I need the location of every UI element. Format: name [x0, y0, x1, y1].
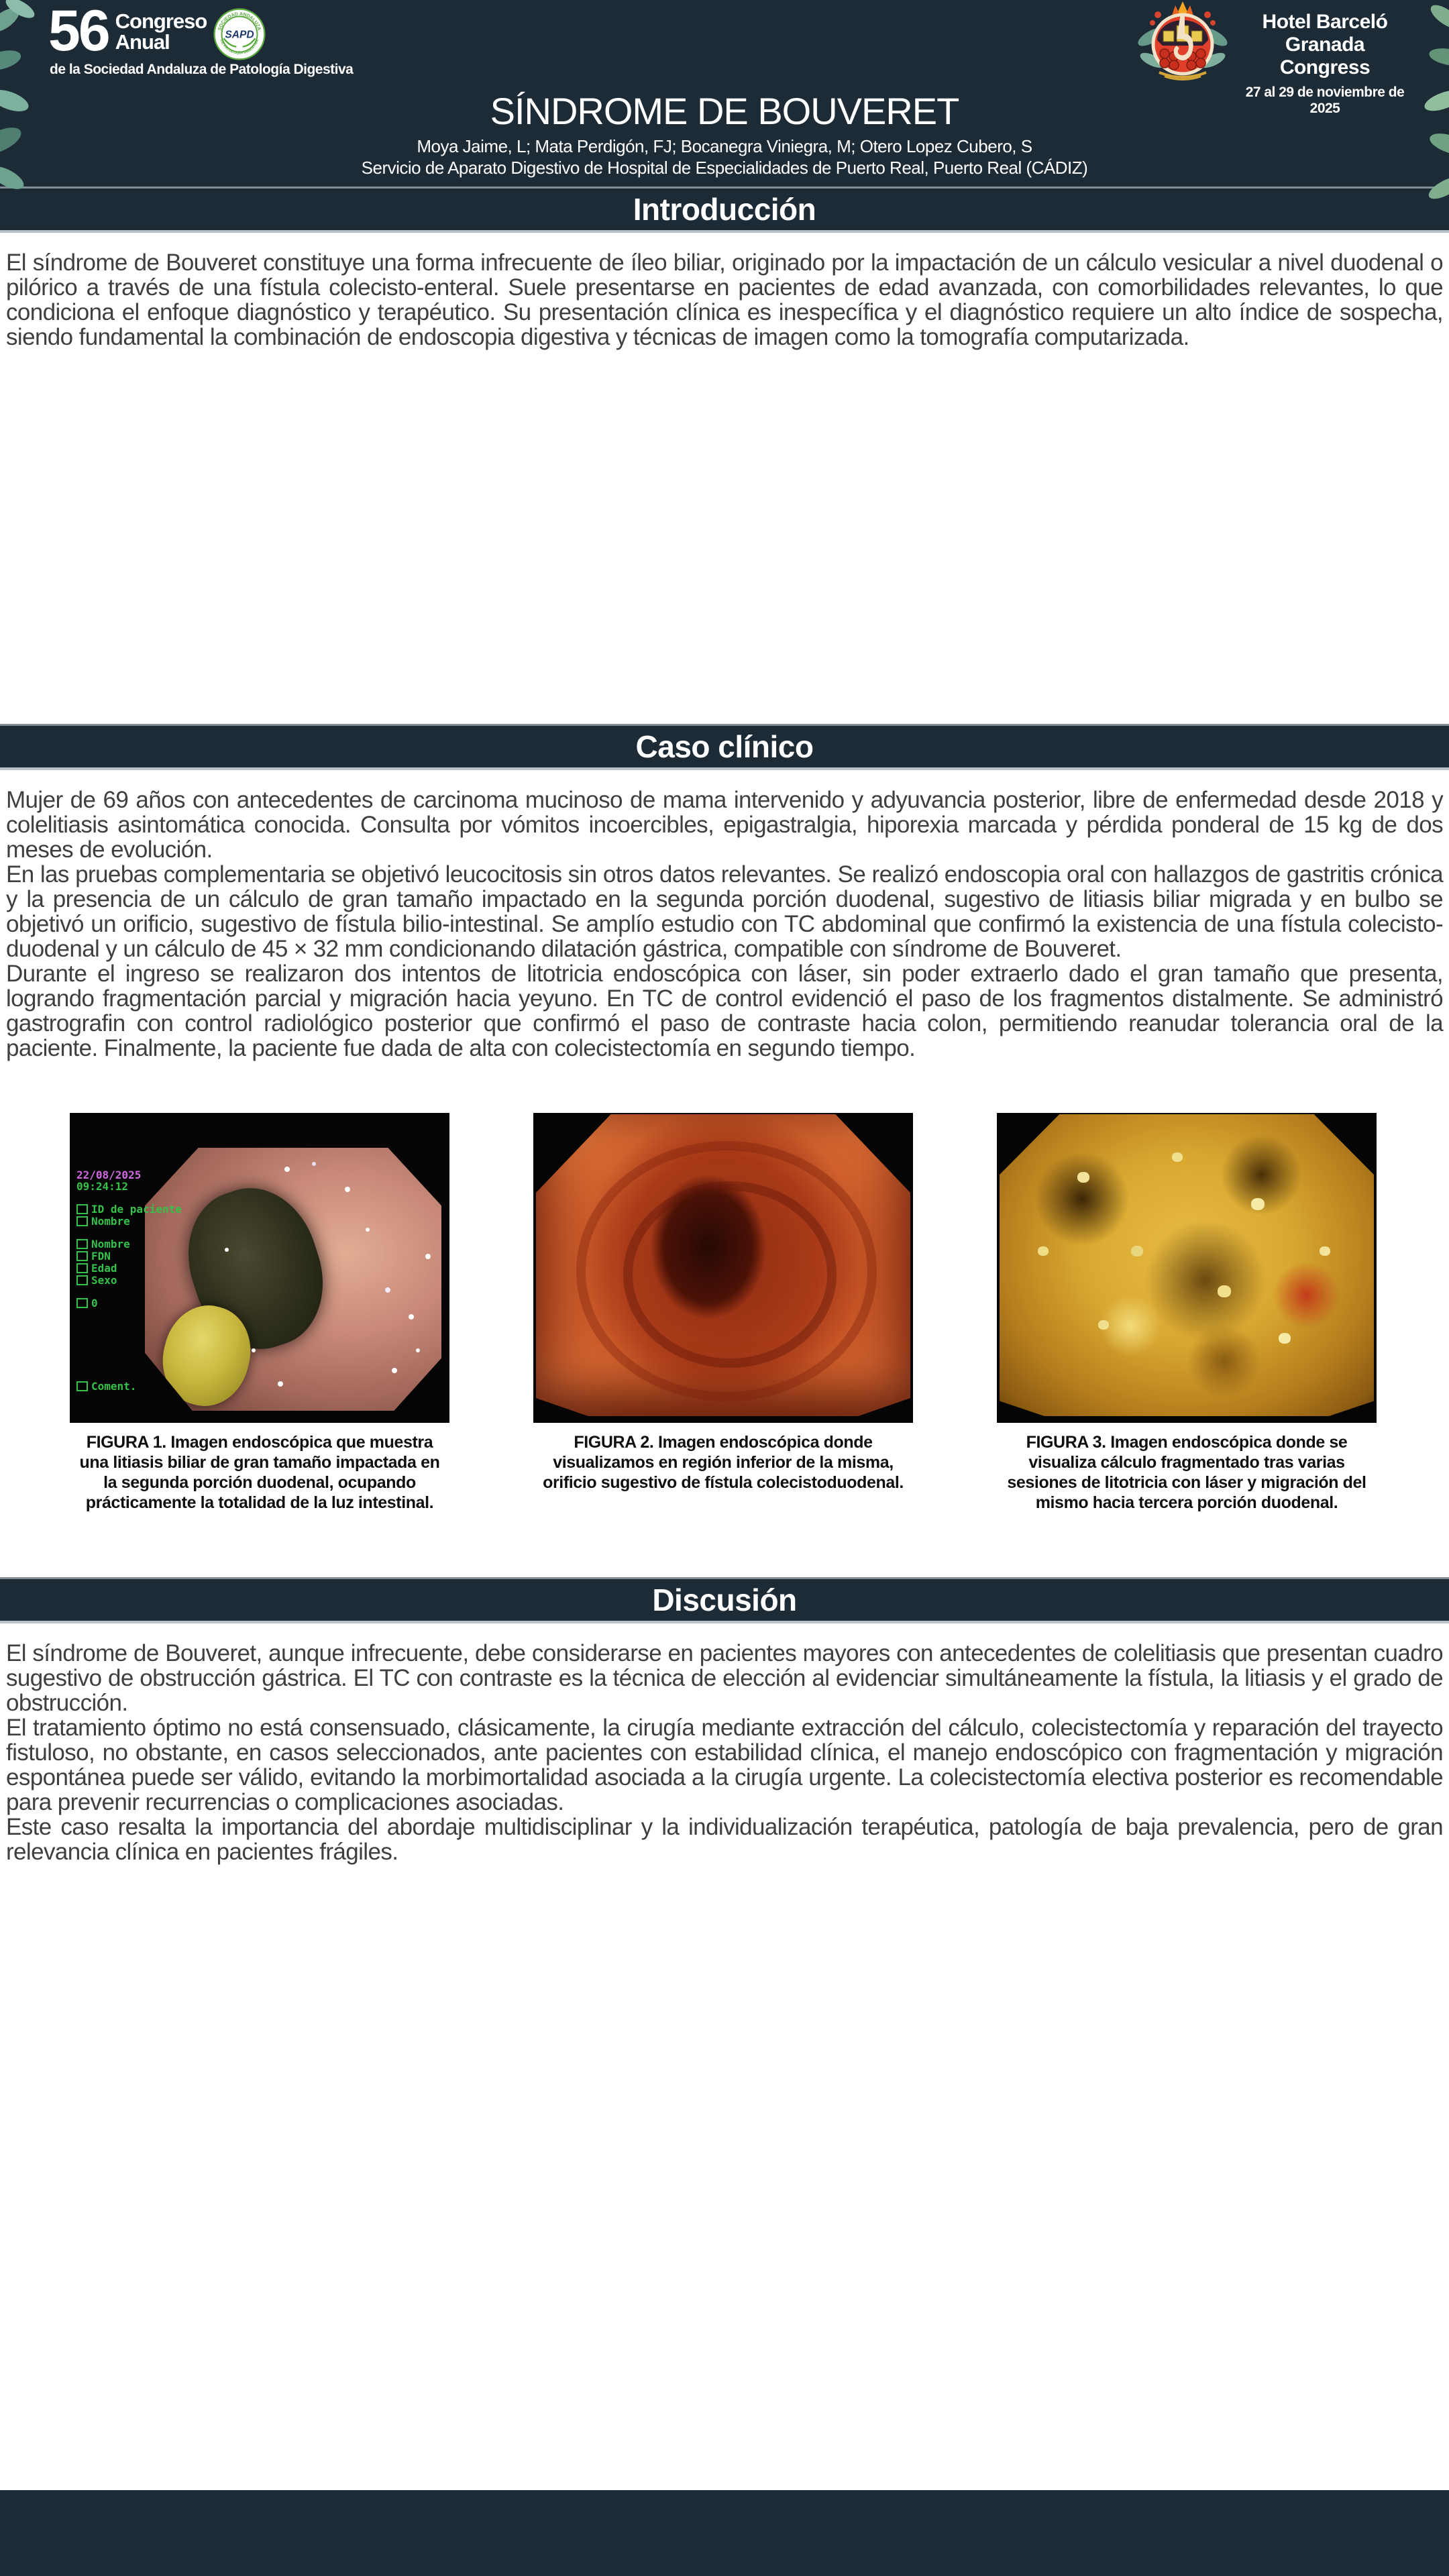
leaf-decoration-right-icon [1409, 0, 1449, 215]
section-header-discusion [0, 1577, 1449, 1623]
sapd-logo [213, 8, 266, 60]
endoscopic-view [1000, 1114, 1374, 1416]
congress-number: 56 [48, 0, 109, 63]
blank-space [0, 1061, 1449, 1113]
stone-fragments [1000, 1114, 1006, 1120]
section-heading-introduccion: Introducción [633, 192, 816, 227]
congress-word-1: Congreso [115, 9, 207, 33]
sapd-acronym: SAPD [225, 29, 254, 41]
figure-2-endoscopy-image [533, 1113, 913, 1423]
discusion-paragraph-3: Este caso resalta la importancia del abordaje multidisciplinar y la individualización terapéutica, patología de baja prevalencia, pero de gran relevancia clínica en pacientes frágiles. [6, 1814, 1443, 1865]
osd-comment-row [76, 1380, 136, 1393]
camera-icon [76, 1298, 88, 1308]
figure-2-caption: FIGURA 2. Imagen endoscópica donde visualizamos en región inferior de la misma, orificio sugestivo de fístula colecistoduodenal. [543, 1433, 904, 1492]
figure-3-caption: FIGURA 3. Imagen endoscópica donde se visualiza cálculo fragmentado tras varias sesiones de litotricia con láser y migración del mismo hacia tercera porción duodenal. [1007, 1433, 1366, 1512]
caso-clinico-paragraph-2: En las pruebas complementaria se objetivó leucocitosis sin otros datos relevantes. Se realizó endoscopia oral con hallazgos de gastritis crónica y la presencia de un cálculo de gran tamaño impactado en la segunda porción duodenal, sugestivo de litiasis biliar migrada y en bulbo se objetivó un orificio, sugestivo de fístula bilio-intestinal. Se amplío estudio con TC abdominal que confirmó la existencia de una fístula colecisto-duodenal y un cálculo de 45 × 32 mm condicionando dilatación gástrica, compatible con síndrome de Bouveret. [6, 861, 1443, 962]
granada-congress-logo [1132, 0, 1233, 80]
duodenal-fold [623, 1181, 837, 1368]
osd-age-label: Edad [91, 1262, 117, 1275]
venue-hotel: Hotel Barceló [1262, 11, 1388, 33]
section-header-introduccion [0, 189, 1449, 233]
comment-icon [76, 1381, 88, 1391]
caso-clinico-paragraph-1: Mujer de 69 años con antecedentes de carcinoma mucinoso de mama intervenido y adyuvancia posterior, libre de enfermedad desde 2018 y colelitiasis asintomática conocida. Consulta por vómitos incoercibles, epigastralgia, hiporexia marcada y pérdida ponderal de 15 kg de dos meses de evolución. [6, 787, 1443, 863]
discusion-text [0, 1623, 1449, 1864]
blank-space [0, 350, 1449, 724]
endoscopic-view [145, 1148, 441, 1411]
congress-brand [48, 0, 207, 63]
section-heading-caso-clinico: Caso clínico [635, 729, 814, 764]
sapd-arc-bottom-label: DE PATOLOGÍA DIGESTIVA [219, 38, 260, 56]
title-block [0, 82, 1449, 178]
sapd-arc-top-label: SOCIEDAD ANDALUZA [217, 11, 262, 32]
figure-2 [533, 1113, 913, 1513]
figure-1-caption: FIGURA 1. Imagen endoscópica que muestra una litiasis biliar de gran tamaño impactada en la segunda porción duodenal, ocupando prácticamente la totalidad de la luz intestinal. [79, 1433, 440, 1512]
osd-sex-label: Sexo [91, 1274, 117, 1287]
introduccion-paragraph: El síndrome de Bouveret constituye una forma infrecuente de íleo biliar, originado por la impactación de un cálculo vesicular a nivel duodenal o pilórico a través de una fístula colecisto-enteral. Suele presentarse en pacientes de edad avanzada, con comorbilidades relevantes, lo que condiciona el enfoque diagnóstico y terapéutico. Su presentación clínica es inespecífica y el diagnóstico requiere un alto índice de sospecha, siendo fundamental la combinación de endoscopia digestiva y técnicas de imagen como la tomografía computarizada. [6, 250, 1443, 350]
osd-dob-label: FDN [91, 1250, 111, 1263]
discusion-paragraph-2: El tratamiento óptimo no está consensuado, clásicamente, la cirugía mediante extracción del cálculo, colecistectomía y reparación del trayecto fistuloso, no obstante, en casos seleccionados, ante pacientes con estabilidad clínica, el manejo endoscópico con fragmentación y migración espontánea puede ser válido, evitando la morbimortalidad asociada a la cirugía urgente. La colecistectomía electiva posterior es recomendable para prevenir recurrencias o complicaciones asociadas. [6, 1715, 1443, 1815]
endoscopic-view [536, 1114, 910, 1416]
figures-row [0, 1113, 1449, 1513]
venue-block [1238, 11, 1412, 117]
poster-top-block [0, 0, 1449, 233]
figure-1 [70, 1113, 449, 1513]
page-title: SÍNDROME DE BOUVERET [490, 90, 959, 132]
physician-name-icon [76, 1239, 88, 1249]
osd-capture-count: 0 [91, 1297, 98, 1309]
osd-date: 22/08/2025 [76, 1169, 142, 1181]
osd-patient-id-label: ID de paciente [91, 1203, 182, 1216]
figure-3-endoscopy-image [997, 1113, 1377, 1423]
caso-clinico-text [0, 770, 1449, 1061]
caso-clinico-paragraph-3: Durante el ingreso se realizaron dos intentos de litotricia endoscópica con láser, sin poder extraerlo dado el gran tamaño que presenta, logrando fragmentación parcial y migración hacia yeyuno. En TC de control evidenció el paso de los fragmentos distalmente. Se administró gastrografin con control radiológico posterior que confirmó el paso de contraste hacia colon, permitiendo reanudar tolerancia oral de la paciente. Finalmente, la paciente fue dada de alta con colecistectomía en segundo tiempo. [6, 961, 1443, 1061]
patient-id-icon [76, 1204, 88, 1214]
specular-highlights [145, 1148, 148, 1150]
congress-word-2: Anual [115, 30, 170, 54]
congress-name [115, 11, 207, 52]
age-icon [76, 1263, 88, 1273]
leaf-decoration-left-icon [0, 0, 47, 201]
section-header-caso-clinico [0, 724, 1449, 770]
blank-space [0, 1513, 1449, 1577]
affiliation-line: Servicio de Aparato Digestivo de Hospital de Especialidades de Puerto Real, Puerto Real (CÁDIZ) [361, 158, 1088, 178]
congress-subtitle: de la Sociedad Andaluza de Patología Digestiva [50, 62, 354, 77]
poster-footer [0, 2490, 1449, 2576]
osd-name-label-2: Nombre [91, 1238, 130, 1250]
figure-1-endoscopy-image [70, 1113, 449, 1423]
authors-line: Moya Jaime, L; Mata Perdigón, FJ; Bocanegra Viniegra, M; Otero Lopez Cubero, S [417, 136, 1032, 156]
section-heading-discusion: Discusión [652, 1582, 797, 1617]
venue-dates: 27 al 29 de noviembre de 2025 [1245, 85, 1405, 116]
sex-icon [76, 1275, 88, 1285]
venue-name: Granada Congress [1279, 34, 1371, 78]
osd-comment-label: Coment. [91, 1380, 137, 1393]
discusion-paragraph-1: El síndrome de Bouveret, aunque infrecuente, debe considerarse en pacientes mayores con antecedentes de colelitiasis que presentan cuadro sugestivo de obstrucción gástrica. El TC con contraste es la técnica de elección al evidenciar simultáneamente la fístula, la litiasis y el grado de obstrucción. [6, 1640, 1443, 1716]
patient-name-icon [76, 1216, 88, 1226]
osd-time: 09:24:12 [76, 1180, 129, 1193]
birthdate-icon [76, 1251, 88, 1261]
introduccion-text [0, 233, 1449, 350]
endoscope-osd-overlay [76, 1169, 182, 1309]
figure-3 [997, 1113, 1377, 1513]
osd-name-label-1: Nombre [91, 1215, 130, 1228]
